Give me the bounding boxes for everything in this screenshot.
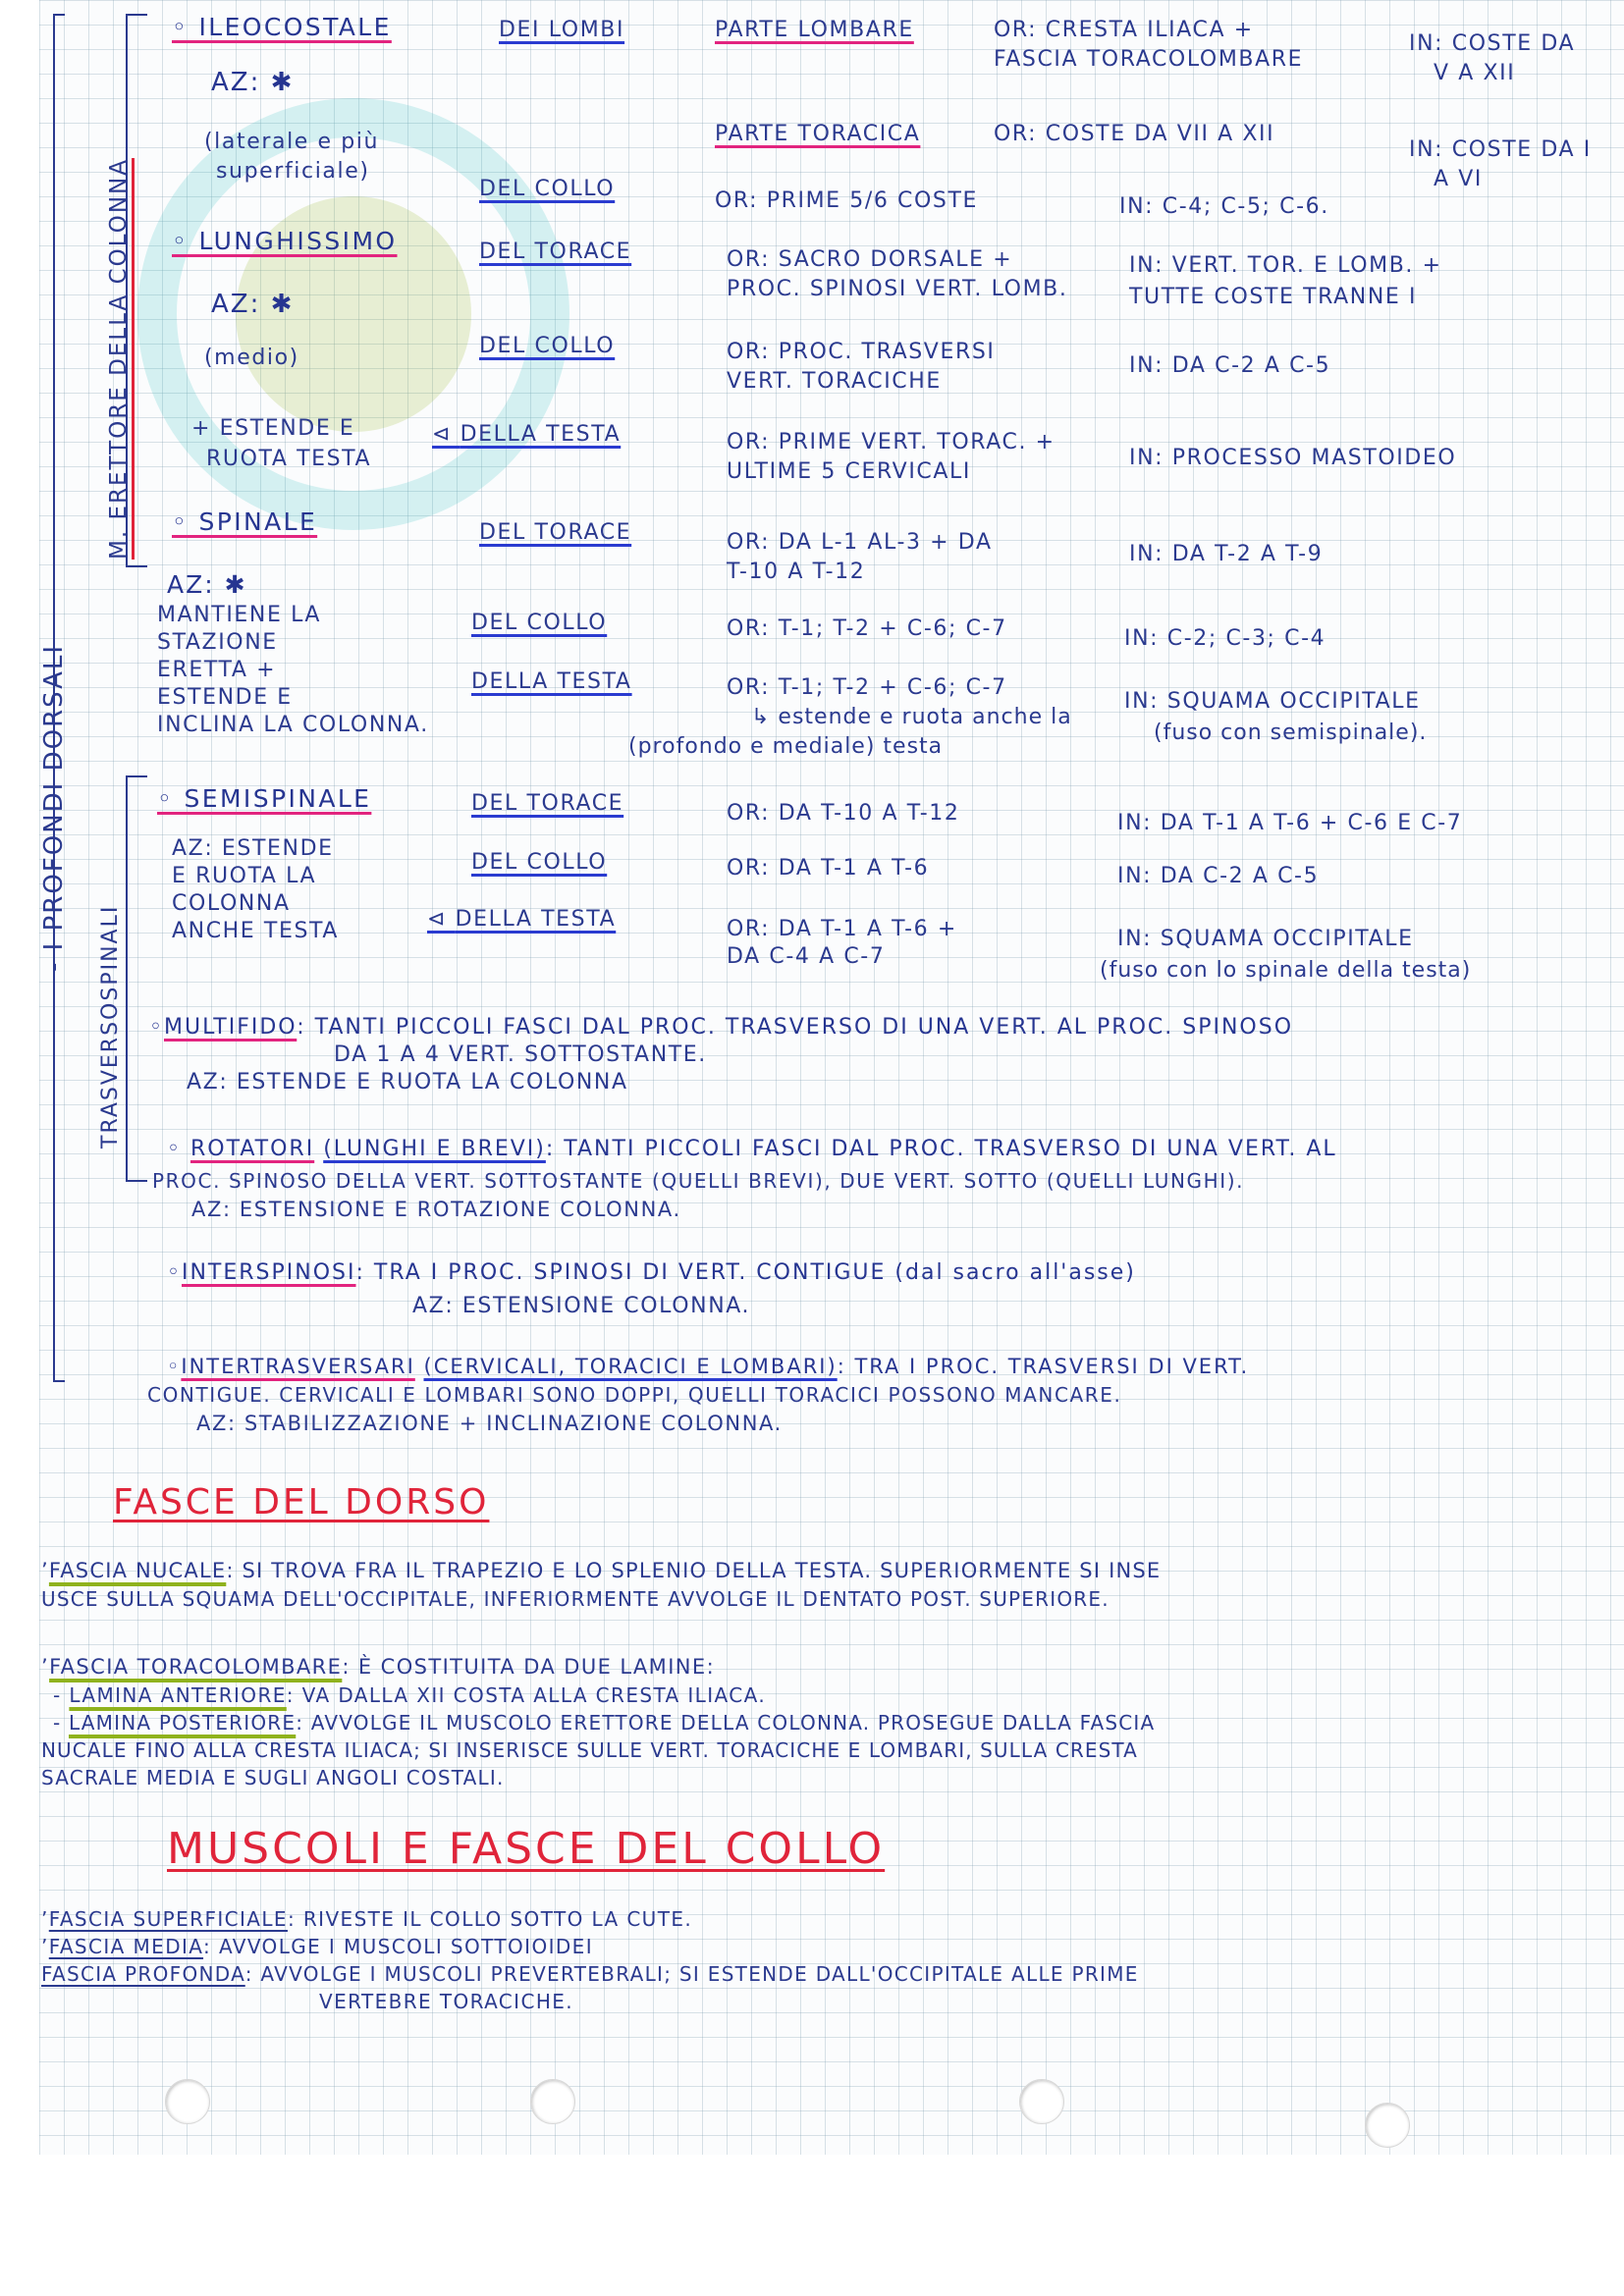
ileocostale-note2: superficiale)	[216, 159, 370, 184]
spinale-collo-or: OR: T-1; T-2 + C-6; C-7	[727, 616, 1007, 641]
trasversospinali-bracket	[126, 775, 147, 1182]
spinale-title: ◦ SPINALE	[172, 507, 318, 536]
trasversospinali-label: TRASVERSOSPINALI	[98, 904, 123, 1148]
collo-heading: MUSCOLI E FASCE DEL COLLO	[167, 1824, 886, 1874]
ileocostale-az: AZ: ✱	[211, 68, 295, 97]
spinale-torace-or1: OR: DA L-1 AL-3 + DA	[727, 530, 993, 555]
spinale-torace-label: DEL TORACE	[479, 520, 632, 545]
lunghissimo-note: (medio)	[204, 346, 299, 370]
notebook-page	[39, 0, 1624, 2155]
semispinale-az3: COLONNA	[172, 891, 291, 916]
ileocostale-lombare-in1: IN: COSTE DA	[1409, 31, 1576, 56]
rotatori-line2: PROC. SPINOSO DELLA VERT. SOTTOSTANTE (QUELLI BREVI), DUE VERT. SOTTO (QUELLI LUNGHI).	[152, 1169, 1245, 1193]
semispinale-az2: E RUOTA LA	[172, 864, 317, 888]
fascia-nucale-line2: USCE SULLA SQUAMA DELL'OCCIPITALE, INFERIORMENTE AVVOLGE IL DENTATO POST. SUPERIORE.	[41, 1587, 1110, 1611]
semispinale-testa-label: ⊲ DELLA TESTA	[427, 907, 617, 932]
semispinale-testa-in1: IN: SQUAMA OCCIPITALE	[1117, 927, 1414, 951]
spinale-testa-in1: IN: SQUAMA OCCIPITALE	[1124, 689, 1421, 714]
semispinale-testa-or2: DA C-4 A C-7	[727, 944, 886, 969]
spinale-desc3: ERETTA +	[157, 658, 277, 682]
fascia-nucale-line1: ’FASCIA NUCALE: SI TROVA FRA IL TRAPEZIO E LO SPLENIO DELLA TESTA. SUPERIORMENTE SI INSE	[41, 1559, 1162, 1582]
lunghissimo-testa-label: ⊲ DELLA TESTA	[432, 422, 622, 447]
semispinale-collo-label: DEL COLLO	[471, 850, 608, 875]
profondi-label: - I PROFONDI DORSALI	[39, 643, 69, 972]
spinale-desc5: INCLINA LA COLONNA.	[157, 713, 429, 737]
spinale-az: AZ: ✱	[167, 570, 247, 599]
lamina-posteriore: - LAMINA POSTERIORE: AVVOLGE IL MUSCOLO ERETTORE DELLA COLONNA. PROSEGUE DALLA FASCIA	[53, 1711, 1156, 1735]
spinale-testa-note2: (profondo e mediale) testa	[628, 734, 944, 759]
interspinosi-az: AZ: ESTENSIONE COLONNA.	[412, 1294, 751, 1318]
punch-hole	[530, 2079, 575, 2124]
lunghissimo-collo-or1: OR: PROC. TRASVERSI	[727, 340, 996, 364]
intertrasversari-line2: CONTIGUE. CERVICALI E LOMBARI SONO DOPPI, QUELLI TORACICI POSSONO MANCARE.	[147, 1383, 1122, 1407]
semispinale-torace-or: OR: DA T-10 A T-12	[727, 801, 960, 826]
semispinale-torace-in: IN: DA T-1 A T-6 + C-6 E C-7	[1117, 811, 1463, 835]
multifido-line1: ◦MULTIFIDO: TANTI PICCOLI FASCI DAL PROC. TRASVERSO DI UNA VERT. AL PROC. SPINOSO	[149, 1015, 1294, 1040]
semispinale-torace-label: DEL TORACE	[471, 791, 624, 816]
interspinosi-line1: ◦INTERSPINOSI: TRA I PROC. SPINOSI DI VERT. CONTIGUE (dal sacro all'asse)	[167, 1260, 1136, 1285]
ileocostale-lombare-or2: FASCIA TORACOLOMBARE	[994, 47, 1304, 72]
semispinale-az4: ANCHE TESTA	[172, 919, 339, 943]
intertrasversari-line1: ◦INTERTRASVERSARI (CERVICALI, TORACICI E LOMBARI): TRA I PROC. TRASVERSI DI VERT.	[167, 1355, 1250, 1378]
ileocostale-toracica-label: PARTE TORACICA	[715, 122, 921, 146]
lunghissimo-collo-label: DEL COLLO	[479, 334, 616, 358]
punch-hole	[1019, 2079, 1064, 2124]
ileocostale-toracica-in2: A VI	[1434, 167, 1483, 191]
spinale-torace-in: IN: DA T-2 A T-9	[1129, 542, 1324, 566]
ileocostale-lombare-label: PARTE LOMBARE	[715, 18, 914, 42]
lamina-anteriore: - LAMINA ANTERIORE: VA DALLA XII COSTA ALLA CRESTA ILIACA.	[53, 1683, 767, 1707]
punch-hole	[1365, 2103, 1410, 2148]
lunghissimo-testa-or2: ULTIME 5 CERVICALI	[727, 459, 971, 484]
fascia-toracolombare-line1: ’FASCIA TORACOLOMBARE: È COSTITUITA DA DUE LAMINE:	[41, 1655, 716, 1679]
ileocostale-lombare-in2: V A XII	[1434, 61, 1516, 85]
spinale-torace-or2: T-10 A T-12	[727, 560, 866, 584]
lunghissimo-extra1: + ESTENDE E	[191, 416, 355, 441]
semispinale-testa-or1: OR: DA T-1 A T-6 +	[727, 917, 957, 941]
fascia-profonda: FASCIA PROFONDA: AVVOLGE I MUSCOLI PREVERTEBRALI; SI ESTENDE DALL'OCCIPITALE ALLE PRIME	[41, 1962, 1139, 1986]
lunghissimo-extra2: RUOTA TESTA	[206, 447, 372, 471]
spinale-collo-label: DEL COLLO	[471, 611, 608, 635]
ileocostale-note1: (laterale e più	[204, 130, 380, 154]
ileocostale-toracica-in1: IN: COSTE DA I	[1409, 137, 1592, 162]
lunghissimo-testa-in: IN: PROCESSO MASTOIDEO	[1129, 446, 1457, 470]
spinale-testa-or: OR: T-1; T-2 + C-6; C-7	[727, 675, 1007, 700]
ileocostale-toracica-or: OR: COSTE DA VII A XII	[994, 122, 1275, 146]
fascia-media: ’FASCIA MEDIA: AVVOLGE I MUSCOLI SOTTOIOIDEI	[41, 1935, 594, 1958]
lunghissimo-torace-in1: IN: VERT. TOR. E LOMB. +	[1129, 253, 1442, 278]
ileocostale-collo-or: OR: PRIME 5/6 COSTE	[715, 188, 979, 213]
erettore-label: M. ERETTORE DELLA COLONNA	[106, 158, 132, 560]
multifido-az: AZ: ESTENDE E RUOTA LA COLONNA	[187, 1070, 628, 1095]
ileocostale-collo-label: DEL COLLO	[479, 177, 616, 201]
spinale-testa-note1: ↳ estende e ruota anche la	[751, 705, 1072, 729]
semispinale-az1: AZ: ESTENDE	[172, 836, 334, 861]
lunghissimo-torace-or2: PROC. SPINOSI VERT. LOMB.	[727, 277, 1068, 301]
lunghissimo-az: AZ: ✱	[211, 290, 295, 319]
punch-hole	[165, 2079, 210, 2124]
spinale-testa-in2: (fuso con semispinale).	[1154, 721, 1428, 745]
lunghissimo-torace-or1: OR: SACRO DORSALE +	[727, 247, 1013, 272]
spinale-collo-in: IN: C-2; C-3; C-4	[1124, 626, 1326, 651]
spinale-desc2: STAZIONE	[157, 630, 278, 655]
fasce-dorso-heading: FASCE DEL DORSO	[113, 1482, 490, 1522]
spinale-desc4: ESTENDE E	[157, 685, 293, 710]
ileocostale-lombi-label: DEI LOMBI	[499, 18, 625, 42]
lunghissimo-collo-in: IN: DA C-2 A C-5	[1129, 353, 1331, 378]
fascia-profonda-line2: VERTEBRE TORACICHE.	[319, 1990, 574, 2013]
lunghissimo-testa-or1: OR: PRIME VERT. TORAC. +	[727, 430, 1056, 454]
lunghissimo-torace-label: DEL TORACE	[479, 240, 632, 264]
intertrasversari-az: AZ: STABILIZZAZIONE + INCLINAZIONE COLONNA.	[196, 1412, 783, 1435]
fascia-superficiale: ’FASCIA SUPERFICIALE: RIVESTE IL COLLO SOTTO LA CUTE.	[41, 1907, 693, 1931]
semispinale-testa-in2: (fuso con lo spinale della testa)	[1100, 958, 1472, 983]
lunghissimo-collo-or2: VERT. TORACICHE	[727, 369, 942, 394]
spinale-testa-label: DELLA TESTA	[471, 669, 632, 694]
spinale-desc1: MANTIENE LA	[157, 603, 322, 627]
rotatori-az: AZ: ESTENSIONE E ROTAZIONE COLONNA.	[191, 1198, 681, 1221]
lunghissimo-title: ◦ LUNGHISSIMO	[172, 227, 398, 255]
lamina-posteriore-line3: SACRALE MEDIA E SUGLI ANGOLI COSTALI.	[41, 1766, 505, 1789]
rotatori-line1: ◦ ROTATORI (LUNGHI E BREVI): TANTI PICCOLI FASCI DAL PROC. TRASVERSO DI UNA VERT. AL	[167, 1137, 1337, 1161]
semispinale-collo-or: OR: DA T-1 A T-6	[727, 856, 930, 881]
ileocostale-collo-in: IN: C-4; C-5; C-6.	[1119, 194, 1329, 219]
multifido-line2: DA 1 A 4 VERT. SOTTOSTANTE.	[334, 1042, 707, 1067]
ileocostale-lombare-or1: OR: CRESTA ILIACA +	[994, 18, 1254, 42]
ileocostale-title: ◦ ILEOCOSTALE	[172, 13, 392, 41]
lunghissimo-torace-in2: TUTTE COSTE TRANNE I	[1129, 285, 1418, 309]
semispinale-collo-in: IN: DA C-2 A C-5	[1117, 864, 1320, 888]
semispinale-title: ◦ SEMISPINALE	[157, 784, 372, 813]
lamina-posteriore-line2: NUCALE FINO ALLA CRESTA ILIACA; SI INSERISCE SULLE VERT. TORACICHE E LOMBARI, SULLA CRESTA	[41, 1738, 1138, 1762]
